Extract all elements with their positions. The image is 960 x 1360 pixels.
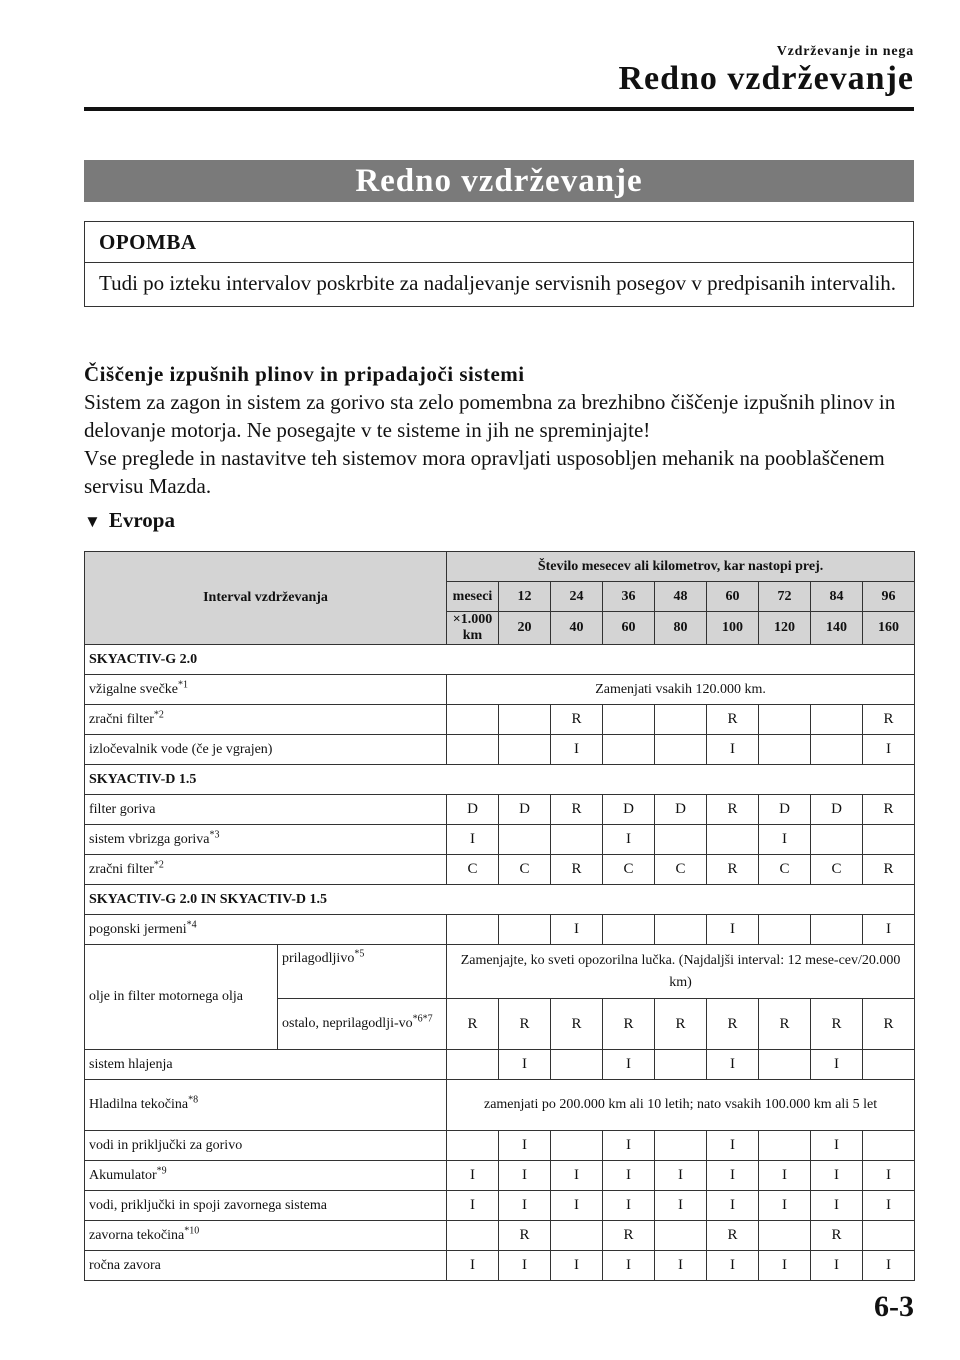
table-cell — [499, 735, 551, 765]
month-cell: 24 — [551, 582, 603, 612]
table-cell — [811, 825, 863, 855]
table-cell: I — [655, 1251, 707, 1281]
table-cell: R — [707, 855, 759, 885]
km-cell: 60 — [603, 612, 655, 645]
table-cell: R — [863, 705, 915, 735]
table-cell — [447, 735, 499, 765]
table-cell: I — [603, 825, 655, 855]
table-cell — [603, 915, 655, 945]
table-cell — [551, 1131, 603, 1161]
table-cell — [863, 1131, 915, 1161]
table-cell — [863, 1221, 915, 1251]
paragraph-1: Sistem za zagon in sistem za gorivo sta zelo pomembna za brezhibno čiščenje izpušnih plinov in delovanje motorja. Ne posegajte v te sisteme in jih ne spreminjajte! — [84, 390, 896, 442]
table-cell — [447, 1221, 499, 1251]
table-cell: D — [499, 795, 551, 825]
table-cell: R — [551, 855, 603, 885]
table-cell: R — [499, 999, 551, 1050]
table-cell — [655, 1050, 707, 1080]
km-cell: 120 — [759, 612, 811, 645]
table-cell: R — [811, 1221, 863, 1251]
table-cell: I — [707, 1251, 759, 1281]
table-cell: D — [811, 795, 863, 825]
table-row — [85, 825, 915, 855]
km-cell: 20 — [499, 612, 551, 645]
table-cell: C — [759, 855, 811, 885]
table-cell: R — [707, 1221, 759, 1251]
table-cell: C — [811, 855, 863, 885]
table-cell — [551, 825, 603, 855]
table-cell — [811, 705, 863, 735]
table-cell: R — [603, 999, 655, 1050]
table-row — [85, 1161, 915, 1191]
table-cell: I — [811, 1251, 863, 1281]
table-cell: I — [759, 1251, 811, 1281]
month-cell: 72 — [759, 582, 811, 612]
table-cell: I — [707, 735, 759, 765]
table-cell: I — [551, 1161, 603, 1191]
table-cell: R — [655, 999, 707, 1050]
table-row — [85, 945, 915, 999]
table-row — [85, 1131, 915, 1161]
table-cell — [759, 1131, 811, 1161]
table-cell: C — [447, 855, 499, 885]
table-row — [85, 675, 915, 705]
table-cell — [811, 915, 863, 945]
table-cell: I — [863, 915, 915, 945]
table-cell: I — [707, 1161, 759, 1191]
table-cell: I — [811, 1131, 863, 1161]
header-rule — [84, 107, 914, 111]
row-label: ročna zavora — [85, 1251, 447, 1281]
table-cell: I — [499, 1251, 551, 1281]
group-skyactiv-g-and-d: SKYACTIV-G 2.0 IN SKYACTIV-D 1.5 — [85, 885, 915, 915]
table-cell: I — [759, 1191, 811, 1221]
table-cell: I — [447, 1161, 499, 1191]
row-label: izločevalnik vode (če je vgrajen) — [85, 735, 447, 765]
table-cell: R — [863, 999, 915, 1050]
table-cell: I — [863, 1191, 915, 1221]
row-label: vodi in priključki za gorivo — [85, 1131, 447, 1161]
km-cell: 140 — [811, 612, 863, 645]
section-title: Čiščenje izpušnih plinov in pripadajoči sistemi — [84, 362, 525, 386]
table-cell — [759, 735, 811, 765]
paragraph-2: Vse preglede in nastavitve teh sistemov mora opravljati usposobljen mehanik na pooblaščenem servisu Mazda. — [84, 446, 885, 498]
period-header: Število mesecev ali kilometrov, kar nastopi prej. — [447, 552, 915, 582]
km-label: ×1.000 km — [447, 612, 499, 645]
table-cell — [499, 915, 551, 945]
table-cell: I — [863, 1251, 915, 1281]
table-cell: I — [499, 1131, 551, 1161]
table-row — [85, 1191, 915, 1221]
km-cell: 80 — [655, 612, 707, 645]
row-label: zavorna tekočina$^{*10}$ — [85, 1221, 447, 1251]
km-cell: 160 — [863, 612, 915, 645]
row-label: vodi, priključki in spoji zavornega sistema — [85, 1191, 447, 1221]
month-cell: 36 — [603, 582, 655, 612]
subsection-title: Evropa — [108, 508, 175, 532]
month-cell: 12 — [499, 582, 551, 612]
page-number: 6-3 — [874, 1290, 914, 1323]
table-cell — [603, 735, 655, 765]
table-cell: I — [811, 1161, 863, 1191]
km-cell: 40 — [551, 612, 603, 645]
months-label: meseci — [447, 582, 499, 612]
table-cell — [811, 735, 863, 765]
table-cell: I — [447, 1251, 499, 1281]
row-label: zračni filter$^{*2}$ — [85, 705, 447, 735]
table-cell: R — [447, 999, 499, 1050]
table-cell: I — [863, 1161, 915, 1191]
table-cell — [551, 1221, 603, 1251]
table-cell: I — [655, 1161, 707, 1191]
month-cell: 96 — [863, 582, 915, 612]
table-cell: I — [603, 1251, 655, 1281]
table-cell: I — [655, 1191, 707, 1221]
running-header-title: Redno vzdrževanje — [618, 60, 914, 97]
running-header-section: Vzdrževanje in nega — [776, 44, 914, 59]
interval-header: Interval vzdrževanja — [85, 552, 447, 645]
table-cell — [655, 1131, 707, 1161]
km-cell: 100 — [707, 612, 759, 645]
row-span-text: Zamenjati vsakih 120.000 km. — [447, 675, 915, 705]
table-cell: I — [707, 1191, 759, 1221]
group-row — [85, 885, 915, 915]
table-cell — [499, 705, 551, 735]
table-cell: C — [655, 855, 707, 885]
table-cell — [499, 825, 551, 855]
table-cell: I — [551, 735, 603, 765]
header-row-period — [85, 552, 915, 582]
table-cell: I — [759, 825, 811, 855]
group-row — [85, 645, 915, 675]
table-cell: I — [603, 1161, 655, 1191]
row-sublabel: prilagodljivo$^{*5}$ — [278, 945, 447, 999]
table-cell — [447, 915, 499, 945]
row-span-text: zamenjati po 200.000 km ali 10 letih; nato vsakih 100.000 km ali 5 let — [447, 1080, 915, 1131]
table-cell — [707, 825, 759, 855]
table-row — [85, 795, 915, 825]
table-cell: R — [707, 999, 759, 1050]
table-cell: I — [707, 1050, 759, 1080]
table-cell: R — [603, 1221, 655, 1251]
row-label: filter goriva — [85, 795, 447, 825]
table-cell: C — [603, 855, 655, 885]
row-span-text: Zamenjajte, ko sveti opozorilna lučka. (Najdaljši interval: 12 mese-cev/20.000 km) — [447, 945, 915, 999]
table-cell: R — [811, 999, 863, 1050]
table-cell — [759, 1221, 811, 1251]
table-cell: I — [551, 915, 603, 945]
table-cell — [447, 705, 499, 735]
table-cell: I — [499, 1191, 551, 1221]
table-cell: D — [603, 795, 655, 825]
table-cell: I — [447, 1191, 499, 1221]
table-row — [85, 735, 915, 765]
table-row — [85, 1050, 915, 1080]
table-cell — [863, 825, 915, 855]
table-cell — [759, 705, 811, 735]
table-cell — [655, 915, 707, 945]
row-label: sistem hlajenja — [85, 1050, 447, 1080]
row-label: zračni filter$^{*2}$ — [85, 855, 447, 885]
table-cell: I — [551, 1191, 603, 1221]
table-cell: I — [759, 1161, 811, 1191]
group-skyactiv-g: SKYACTIV-G 2.0 — [85, 645, 915, 675]
table-cell: C — [499, 855, 551, 885]
row-label: sistem vbrizga goriva$^{*3}$ — [85, 825, 447, 855]
table-cell: D — [655, 795, 707, 825]
row-label: Hladilna tekočina$^{*8}$ — [85, 1080, 447, 1131]
table-cell: R — [551, 999, 603, 1050]
table-cell: I — [707, 1131, 759, 1161]
table-cell: R — [551, 705, 603, 735]
table-cell — [447, 1050, 499, 1080]
table-cell: I — [811, 1191, 863, 1221]
table-row — [85, 1221, 915, 1251]
subsection-heading — [84, 508, 175, 533]
table-cell — [759, 915, 811, 945]
table-cell: R — [863, 795, 915, 825]
note-title: OPOMBA — [85, 222, 913, 263]
row-label: olje in filter motornega olja — [85, 945, 278, 1050]
triangle-down-icon: ▼ — [84, 512, 101, 531]
table-cell: R — [707, 705, 759, 735]
month-cell: 48 — [655, 582, 707, 612]
table-cell: R — [499, 1221, 551, 1251]
table-cell — [655, 1221, 707, 1251]
table-row — [85, 915, 915, 945]
table-cell — [759, 1050, 811, 1080]
table-cell: I — [707, 915, 759, 945]
table-row — [85, 705, 915, 735]
table-cell: I — [863, 735, 915, 765]
table-cell: I — [811, 1050, 863, 1080]
table-cell: I — [603, 1050, 655, 1080]
table-cell: I — [447, 825, 499, 855]
group-skyactiv-d: SKYACTIV-D 1.5 — [85, 765, 915, 795]
month-cell: 60 — [707, 582, 759, 612]
table-cell — [655, 735, 707, 765]
table-cell: I — [603, 1131, 655, 1161]
row-label: vžigalne svečke$^{*1}$ — [85, 675, 447, 705]
note-box — [84, 221, 914, 307]
table-cell: D — [447, 795, 499, 825]
table-cell — [863, 1050, 915, 1080]
table-row — [85, 1251, 915, 1281]
table-cell: R — [551, 795, 603, 825]
table-cell — [655, 705, 707, 735]
note-text: Tudi po izteku intervalov poskrbite za nadaljevanje servisnih posegov v predpisanih intervalih. — [99, 271, 897, 295]
table-cell — [447, 1131, 499, 1161]
table-cell: I — [551, 1251, 603, 1281]
table-cell: I — [603, 1191, 655, 1221]
table-cell: I — [499, 1050, 551, 1080]
month-cell: 84 — [811, 582, 863, 612]
group-row — [85, 765, 915, 795]
table-cell: D — [759, 795, 811, 825]
table-cell: R — [707, 795, 759, 825]
table-row — [85, 1080, 915, 1131]
row-label: Akumulator$^{*9}$ — [85, 1161, 447, 1191]
row-label: pogonski jermeni$^{*4}$ — [85, 915, 447, 945]
maintenance-table — [84, 551, 915, 1281]
table-cell — [551, 1050, 603, 1080]
table-row — [85, 855, 915, 885]
table-cell: R — [759, 999, 811, 1050]
row-sublabel: ostalo, neprilagodlji-$vo^{*6*7}$ — [278, 999, 447, 1050]
section-banner: Redno vzdrževanje — [84, 160, 914, 202]
table-cell: I — [499, 1161, 551, 1191]
table-cell — [655, 825, 707, 855]
table-cell — [603, 705, 655, 735]
table-cell: R — [863, 855, 915, 885]
